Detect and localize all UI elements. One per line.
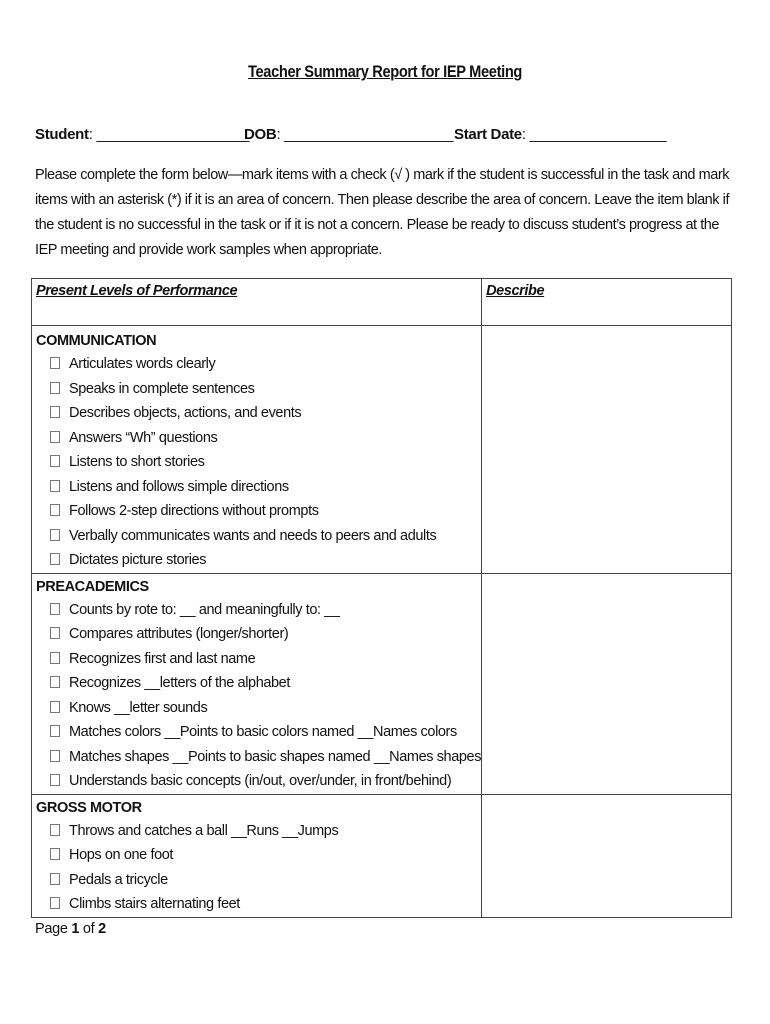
page-title: Teacher Summary Report for IEP Meeting: [248, 62, 522, 81]
describe-cell-preacademics[interactable]: [482, 573, 732, 794]
list-item: [50, 377, 481, 402]
list-item: [50, 892, 481, 917]
item-label: Compares attributes (longer/shorter): [69, 626, 289, 642]
of-word: of: [82, 921, 95, 937]
start-date-blank: : _________________: [521, 126, 667, 143]
checkbox-icon[interactable]: [50, 652, 60, 664]
start-date-label: Start Date: [454, 126, 522, 143]
list-item: [50, 819, 481, 844]
checkbox-icon[interactable]: [50, 455, 60, 467]
checkbox-icon[interactable]: [50, 873, 60, 885]
instructions-paragraph: Please complete the form below—mark items with a check (√ ) mark if the student is successful in the task and mark items with an asterisk (*) if it is an area of concern. Then please describe the area of concern. Leave the item blank if the student is no successful in the task or if it is not a concern. Please be ready to discuss student’s progress at the IEP meeting and provide work samples when appropriate.: [35, 167, 730, 258]
item-label: Describes objects, actions, and events: [69, 405, 302, 421]
list-item: [50, 745, 481, 770]
checkbox-icon[interactable]: [50, 382, 60, 394]
section-row-communication: [32, 326, 732, 574]
list-item: [50, 671, 481, 696]
page-word: Page: [35, 921, 68, 937]
list-item: [50, 426, 481, 451]
item-label: Speaks in complete sentences: [69, 380, 255, 397]
item-label: Hops on one foot: [69, 847, 174, 863]
item-label: Articulates words clearly: [69, 356, 216, 372]
list-item: [50, 647, 481, 672]
header-levels-label: Present Levels of Performance: [36, 283, 238, 299]
section-title-preacademics: PREACADEMICS: [36, 578, 149, 595]
dob-field[interactable]: [244, 126, 453, 143]
item-label: Answers “Wh” questions: [69, 429, 218, 446]
section-cell: [32, 326, 482, 574]
list-item: [50, 475, 481, 500]
item-label: Matches shapes __Points to basic shapes named __Names shapes: [69, 748, 482, 765]
dob-label: DOB: [244, 126, 277, 143]
checkbox-icon[interactable]: [50, 848, 60, 860]
current-page: 1: [71, 921, 80, 937]
checkbox-icon[interactable]: [50, 553, 60, 565]
item-list-gross-motor: [32, 819, 481, 917]
checkbox-icon[interactable]: [50, 627, 60, 639]
checkbox-icon[interactable]: [50, 725, 60, 737]
section-cell: [32, 794, 482, 917]
item-label: Listens and follows simple directions: [69, 478, 289, 495]
item-label: Understands basic concepts (in/out, over/under, in front/behind): [69, 773, 452, 789]
performance-table: [31, 278, 732, 918]
item-label: Throws and catches a ball __Runs __Jumps: [69, 822, 339, 839]
section-row-gross-motor: [32, 794, 732, 917]
item-label: Knows __letter sounds: [69, 699, 208, 716]
section-title-communication: COMMUNICATION: [36, 333, 157, 349]
checkbox-icon[interactable]: [50, 406, 60, 418]
total-pages: 2: [98, 921, 106, 937]
list-item: [50, 622, 481, 647]
section-title-gross-motor: GROSS MOTOR: [36, 799, 142, 816]
item-label: Follows 2-step directions without prompts: [69, 503, 319, 519]
checkbox-icon[interactable]: [50, 529, 60, 541]
checkbox-icon[interactable]: [50, 750, 60, 762]
checkbox-icon[interactable]: [50, 824, 60, 836]
item-label: Counts by rote to: __ and meaningfully to: __: [69, 601, 340, 618]
list-item: [50, 401, 481, 426]
start-date-field[interactable]: [454, 126, 666, 143]
list-item: [50, 524, 481, 549]
checkbox-icon[interactable]: [50, 676, 60, 688]
list-item: [50, 352, 481, 377]
list-item: [50, 598, 481, 623]
item-label: Recognizes __letters of the alphabet: [69, 675, 290, 691]
student-blank: : ___________________: [88, 126, 250, 143]
item-label: Dictates picture stories: [69, 552, 207, 568]
list-item: [50, 548, 481, 573]
table-header-row: [32, 279, 732, 326]
section-cell: [32, 573, 482, 794]
list-item: [50, 720, 481, 745]
checkbox-icon[interactable]: [50, 603, 60, 615]
list-item: [50, 499, 481, 524]
checkbox-icon[interactable]: [50, 357, 60, 369]
list-item: [50, 769, 481, 794]
header-cell-describe: [482, 279, 732, 326]
student-label: Student: [35, 126, 89, 143]
item-label: Matches colors __Points to basic colors named __Names colors: [69, 724, 457, 740]
item-label: Verbally communicates wants and needs to peers and adults: [69, 527, 437, 544]
item-label: Listens to short stories: [69, 454, 205, 470]
dob-blank: : _____________________: [276, 126, 454, 143]
student-field[interactable]: [35, 126, 249, 143]
list-item: [50, 696, 481, 721]
item-label: Climbs stairs alternating feet: [69, 896, 240, 912]
header-cell-levels: [32, 279, 482, 326]
header-describe-label: Describe: [486, 283, 545, 299]
item-label: Recognizes first and last name: [69, 650, 256, 667]
item-list-communication: [32, 352, 481, 573]
checkbox-icon[interactable]: [50, 431, 60, 443]
page-number: [35, 921, 106, 937]
item-label: Pedals a tricycle: [69, 871, 168, 888]
list-item: [50, 868, 481, 893]
checkbox-icon[interactable]: [50, 897, 60, 909]
list-item: [50, 450, 481, 475]
item-list-preacademics: [32, 598, 481, 794]
list-item: [50, 843, 481, 868]
checkbox-icon[interactable]: [50, 504, 60, 516]
section-row-preacademics: [32, 573, 732, 794]
checkbox-icon[interactable]: [50, 480, 60, 492]
describe-cell-communication[interactable]: [482, 326, 732, 574]
checkbox-icon[interactable]: [50, 774, 60, 786]
checkbox-icon[interactable]: [50, 701, 60, 713]
describe-cell-gross-motor[interactable]: [482, 794, 732, 917]
